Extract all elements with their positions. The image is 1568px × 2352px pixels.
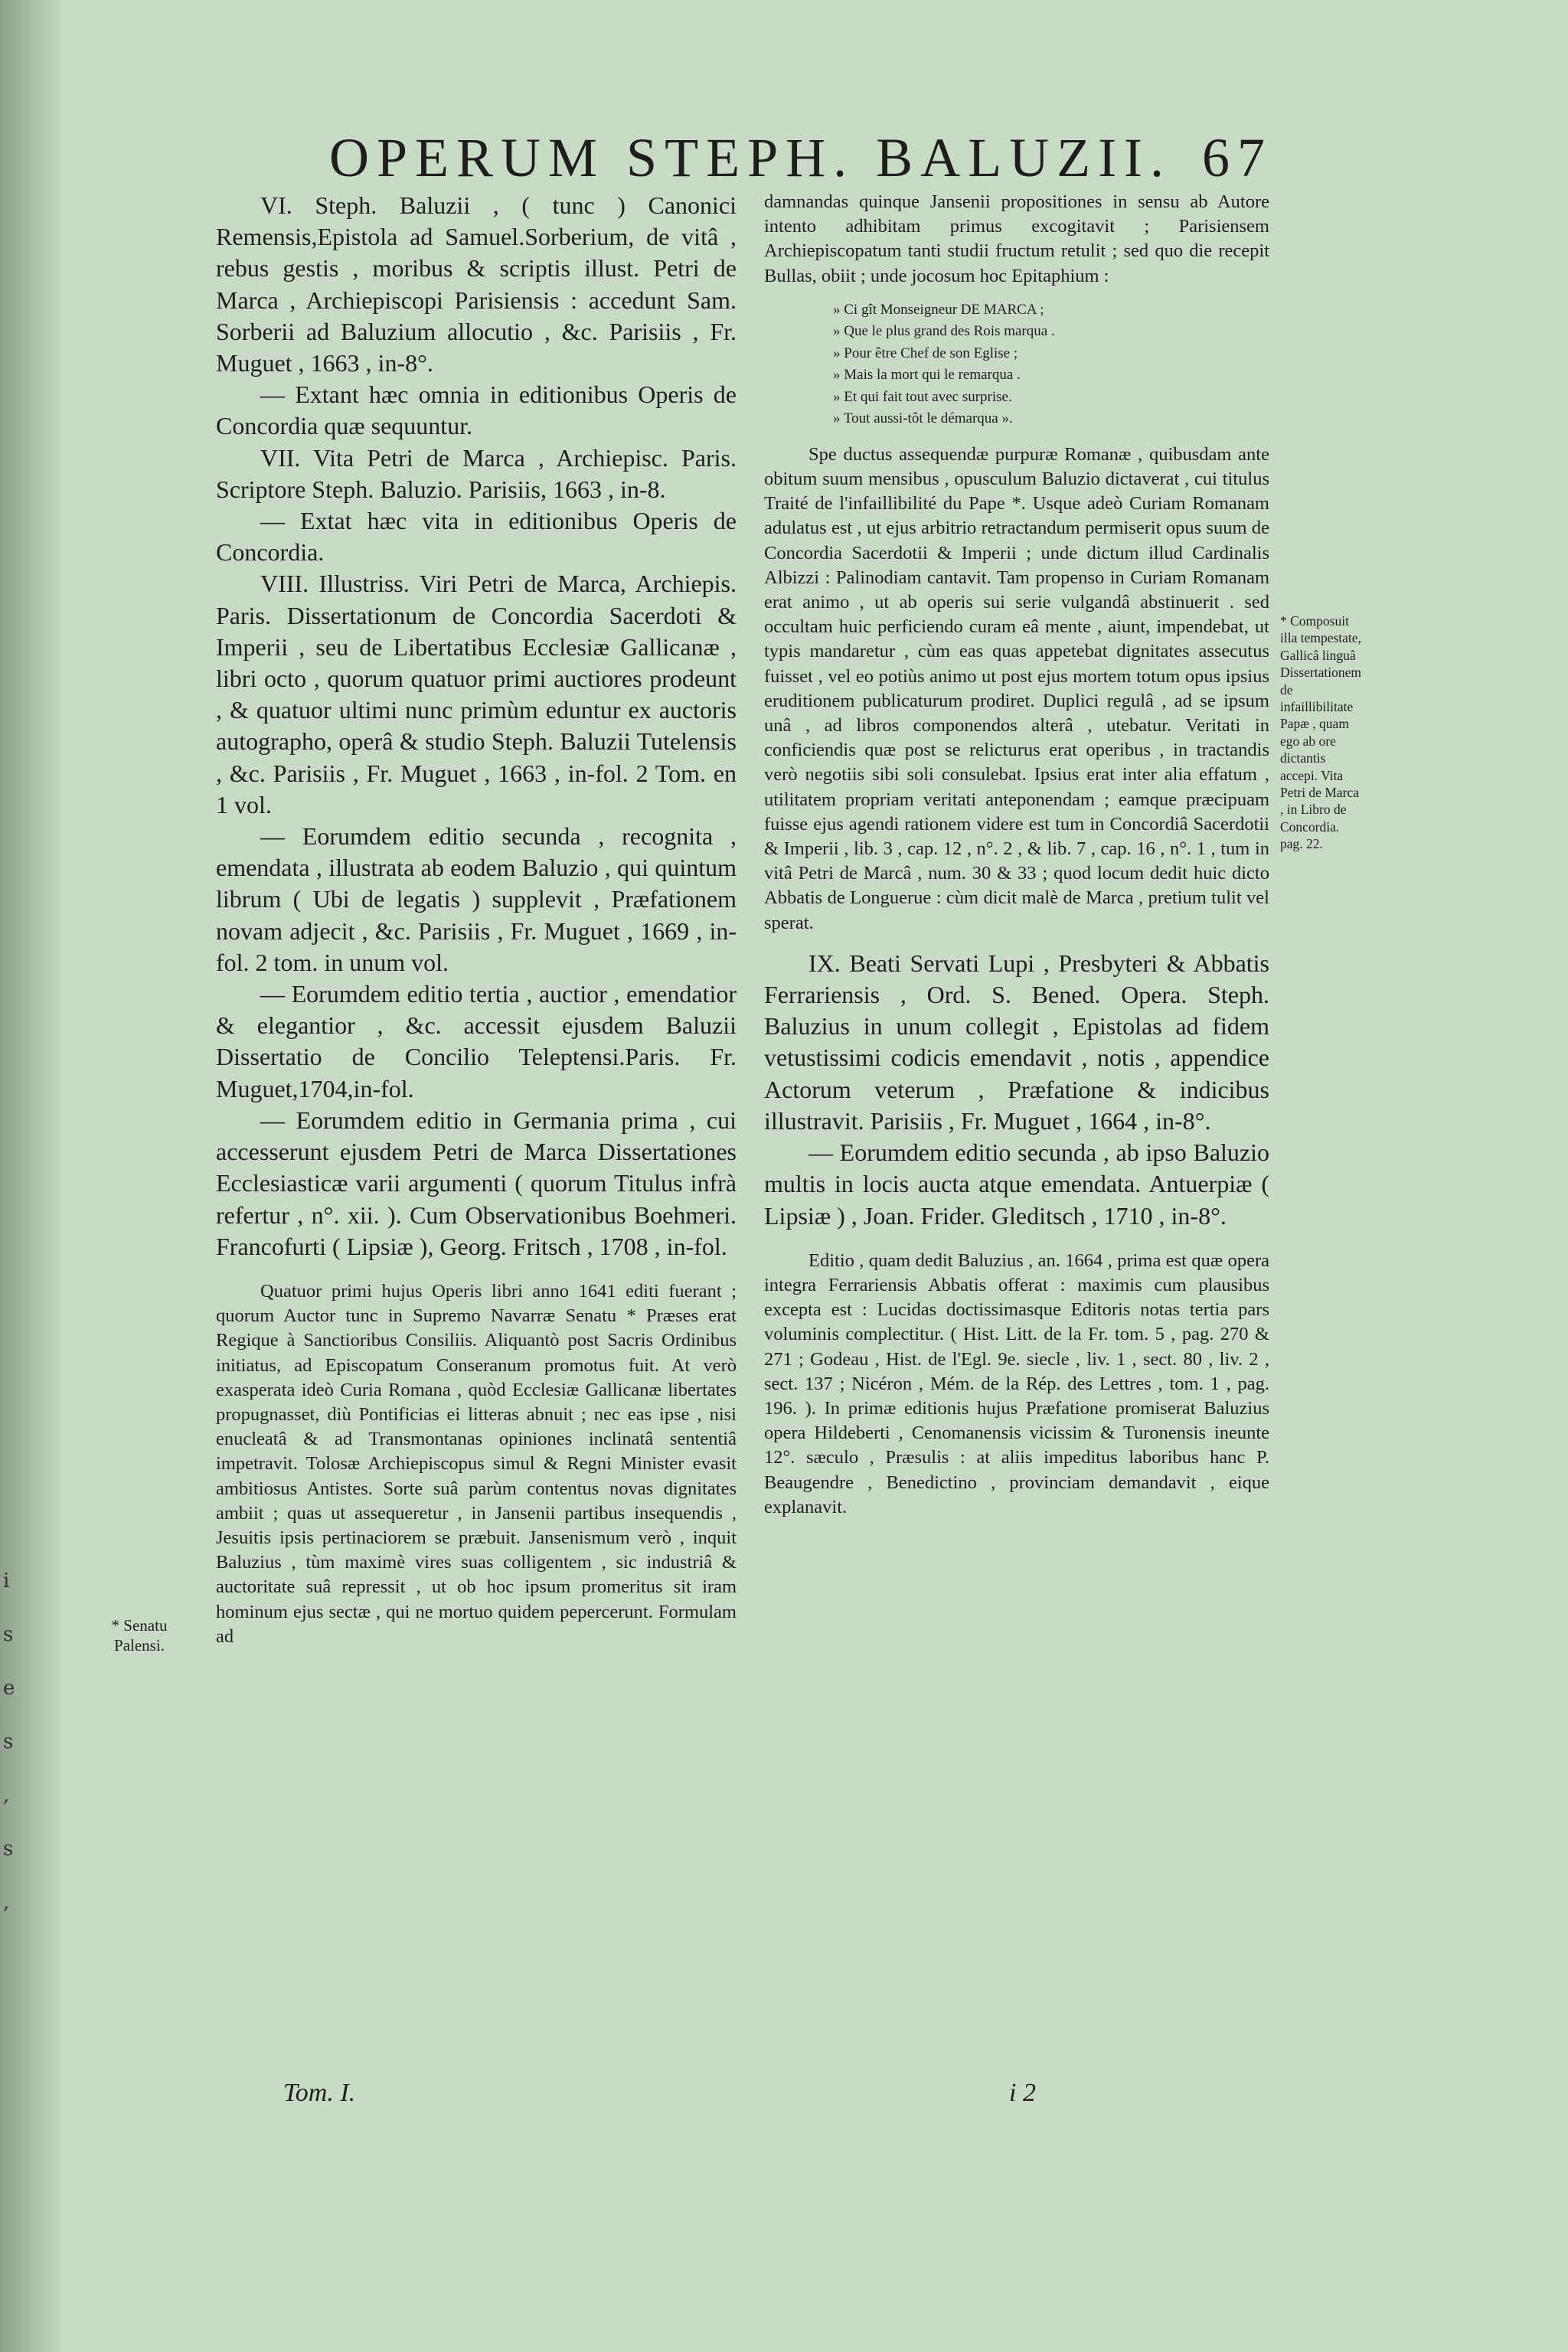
- paragraph-text: Spe ductus assequendæ purpuræ Romanæ , quibusdam ante obitum suum mensibus , opusculum Baluzio dictaverat , cui titulus Traité de l'infaillibilité du Pape *. Usque adeò Curiam Romanam adulatus est , ut ejus arbitrio retractandum permiserit opus suum de Concordia Sacerdotii & Imperii ; unde dictum illud Cardinalis Albizzi : Palinodiam cantavit. Tam propenso in Curiam Romanam erat animo , ut ab operis sui serie vulgandâ abstinuerit . sed occultam huic perficiendo curam eâ mente , aiunt, impendebat, ut typis mandaretur , cùm eas quas appetebat dignitates assecutus fuisset , vel eo potiùs animo ut post ejus mortem totum opus ipsius eruditionem publicaturum prodiret. Duplici regulâ , ad se ipsum unâ , ad libros componendos alterâ , utebatur. Veritati in conficiendis quæ post se relicturus erat operibus , in tractandis verò negotiis sibi soli consulebat. Ipsius erat inter alia effatum , utilitatem propriam veritati anteponendam ; eamque præcipuam fuisse ejus agendi rationem videre est tum in Concordiâ Sacerdotii & Imperii , lib. 3 , cap. 12 , n°. 2 , & lib. 7 , cap. 16 , n°. 1 , tum in vitâ Petri de Marcâ , num. 30 & 33 ; quod locum dedit huic dicto Abbatis de Longuerue : cùm dicit malè de Marca , pretium tulit vel sperat.: [764, 443, 1269, 933]
- gutter-mark: e: [3, 1677, 15, 1700]
- paragraph: [764, 1137, 1269, 1232]
- paragraph-gap: [764, 936, 1269, 948]
- right-column-body: [764, 443, 1269, 1520]
- epitaph-line: » Tout aussi-tôt le démarqua ».: [833, 410, 1013, 427]
- paragraph-gap: [216, 1263, 737, 1279]
- paragraph: [764, 443, 1269, 936]
- paragraph: [216, 443, 737, 505]
- page-binding-edge: [0, 0, 61, 2352]
- paragraph-text: VIII. Illustriss. Viri Petri de Marca, Archiepis. Paris. Dissertationum de Concordia Sacerdoti & Imperii , seu de Libertatibus Ecclesiæ Gallicanæ , libri octo , quorum quatuor primi auctiores prodeunt , & quatuor ultimi nunc primùm eduntur ex auctoris autographo, operâ & studio Steph. Baluzii Tutelensis , &c. Parisiis , Fr. Muguet , 1663 , in-fol. 2 Tom. en 1 vol.: [216, 570, 737, 818]
- paragraph-text: — Eorumdem editio in Germania prima , cui accesserunt ejusdem Petri de Marca Dissertationes Ecclesiasticæ varii argumenti ( quorum Titulus infrà refertur , n°. xii. ). Cum Observationibus Boehmeri. Francofurti ( Lipsiæ ), Georg. Fritsch , 1708 , in-fol.: [216, 1106, 737, 1260]
- left-column: [216, 190, 737, 1649]
- paragraph-text: — Eorumdem editio secunda , ab ipso Baluzio multis in locis aucta atque emendata. Antuerpiæ ( Lipsiæ ) , Joan. Frider. Gleditsch , 1710 , in-8°.: [764, 1138, 1269, 1230]
- paragraph: [216, 821, 737, 978]
- paragraph-text: — Extat hæc vita in editionibus Operis de Concordia.: [216, 507, 737, 567]
- footer-volume: Tom. I.: [283, 2079, 356, 2107]
- gutter-mark: ,: [3, 1784, 10, 1807]
- running-header: [329, 126, 1279, 195]
- paragraph-text: IX. Beati Servati Lupi , Presbyteri & Abbatis Ferrariensis , Ord. S. Bened. Opera. Steph. Baluzius in unum collegit , Epistolas ad fidem vetustissimi codicis emendavit , notis , appendice Actorum veterum , Præfatione & indicibus illustravit. Parisiis , Fr. Muguet , 1664 , in-8°.: [764, 949, 1269, 1135]
- epitaph-line: » Et qui fait tout avec surprise.: [833, 388, 1012, 405]
- gutter-mark: ,: [3, 1891, 10, 1914]
- epitaph-line: » Mais la mort qui le remarqua .: [833, 367, 1021, 384]
- paragraph-text: — Eorumdem editio tertia , auctior , emendatior & elegantior , &c. accessit ejusdem Baluzii Dissertatio de Concilio Teleptensi.Paris. Fr. Muguet,1704,in-fol.: [216, 980, 737, 1102]
- epitaph-line: » Ci gît Monseigneur DE MARCA ;: [833, 301, 1044, 318]
- paragraph-text: — Extant hæc omnia in editionibus Operis de Concordia quæ sequuntur.: [216, 381, 737, 440]
- page-number: 67: [1202, 127, 1273, 188]
- footer-signature: i 2: [1009, 2079, 1036, 2107]
- paragraph: [216, 190, 737, 379]
- paragraph-text: Quatuor primi hujus Operis libri anno 1641 editi fuerant ; quorum Auctor tunc in Supremo Navarræ Senatu * Præses erat Regique à Sanctioribus Consiliis. Aliquantò post Sacris Ordinibus initiatus, ad Episcopatum Conseranum promotus fuit. At verò exasperata ideò Curia Romana , quòd Ecclesiæ Gallicanæ libertates propugnasset, diù Pontificias ei litteras abnuit ; nec eas ipse , nisi enucleatâ & ad Transmontanas opiniones inclinatâ sententiâ impetravit. Tolosæ Archiepiscopus simul & Regni Minister evasit ambitiosus Antistes. Sorte suâ parùm contentus novas dignitates ambiit ; quas ut assequeretur , in Jansenii partibus insequendis , Jesuitis ipsis pertinaciorem se præbuit. Jansenismum verò , inquit Baluzius , tùm maximè vires suas colligentem , sic industriâ & auctoritate suâ repressit , ut ob hoc ipsum promeritus sit iram hominum ejus sectæ , qui ne mortuo quidem pepercerunt. Formulam ad: [216, 1280, 737, 1647]
- gutter-marks: [3, 1570, 18, 1945]
- paragraph: [216, 568, 737, 821]
- margin-note-infaillibilite: * Composuit illa tempestate, Gallicâ linguâ Dissertationem de infaillibilitate Papæ , quam ego ab ore dictantis accepi. Vita Petri de Marca , in Libro de Concordia. pag. 22.: [1280, 613, 1361, 852]
- epitaph-line: » Pour être Chef de son Eglise ;: [833, 345, 1018, 361]
- gutter-mark: s: [3, 1838, 14, 1860]
- paragraph: [764, 1249, 1269, 1520]
- epitaph-line: » Que le plus grand des Rois marqua .: [833, 323, 1055, 340]
- paragraph-gap: [764, 1232, 1269, 1249]
- paragraph-text: VII. Vita Petri de Marca , Archiepisc. Paris. Scriptore Steph. Baluzio. Parisiis, 1663 , in-8.: [216, 443, 737, 503]
- paragraph: [764, 948, 1269, 1137]
- paragraph-text: — Eorumdem editio secunda , recognita , emendata , illustrata ab eodem Baluzio , qui quintum librum ( Ubi de legatis ) supplevit , Præfationem novam adjecit , &c. Parisiis , Fr. Muguet , 1669 , in-fol. 2 tom. in unum vol.: [216, 822, 737, 976]
- paragraph-text: VI. Steph. Baluzii , ( tunc ) Canonici Remensis,Epistola ad Samuel.Sorberium, de vitâ , rebus gestis , moribus & scriptis illust. Petri de Marca , Archiepiscopi Parisiensis : accedunt Sam. Sorberii ad Baluzium allocutio , &c. Parisiis , Fr. Muguet , 1663 , in-8°.: [216, 191, 737, 377]
- paragraph: [216, 1279, 737, 1649]
- margin-note-senatu: * Senatu Palensi.: [111, 1616, 168, 1655]
- epitaph-poem: [833, 299, 1269, 430]
- paragraph: [216, 379, 737, 442]
- paragraph-continued: damnandas quinque Jansenii propositiones in sensu ab Autore intento adhibitam primus excogitavit ; Parisiensem Archiepiscopatum tanti studii fructum retulit ; sed quo die recepit Bullas, obiit ; unde jocosum hoc Epitaphium :: [764, 191, 1269, 286]
- paragraph: [216, 978, 737, 1105]
- gutter-mark: s: [3, 1623, 14, 1646]
- header-title: OPERUM STEPH. BALUZII.: [329, 127, 1172, 188]
- paragraph: [216, 1105, 737, 1263]
- gutter-mark: i: [3, 1570, 10, 1592]
- paragraph-text: Editio , quam dedit Baluzius , an. 1664 , prima est quæ opera integra Ferrariensis Abbatis offerat : maximis cum plausibus excepta est : Lucidas doctissimasque Editoris notas tertia pars voluminis complectitur. ( Hist. Litt. de la Fr. tom. 5 , pag. 270 & 271 ; Godeau , Hist. de l'Egl. 9e. siecle , liv. 1 , sect. 80 , liv. 2 , sect. 137 ; Nicéron , Mém. de la Rép. des Lettres , tom. 1 , pag. 196. ). In primæ editionis hujus Præfatione promiserat Baluzius opera Hildeberti , Cenomanensis vicissim & Turonensis ineunte 12°. sæculo , Præsulis : at aliis impeditus laboribus hanc P. Beaugendre , Benedictino , provinciam demandavit , eique explanavit.: [764, 1250, 1269, 1517]
- right-column: [764, 190, 1269, 1520]
- gutter-mark: s: [3, 1730, 14, 1753]
- paragraph: [216, 505, 737, 568]
